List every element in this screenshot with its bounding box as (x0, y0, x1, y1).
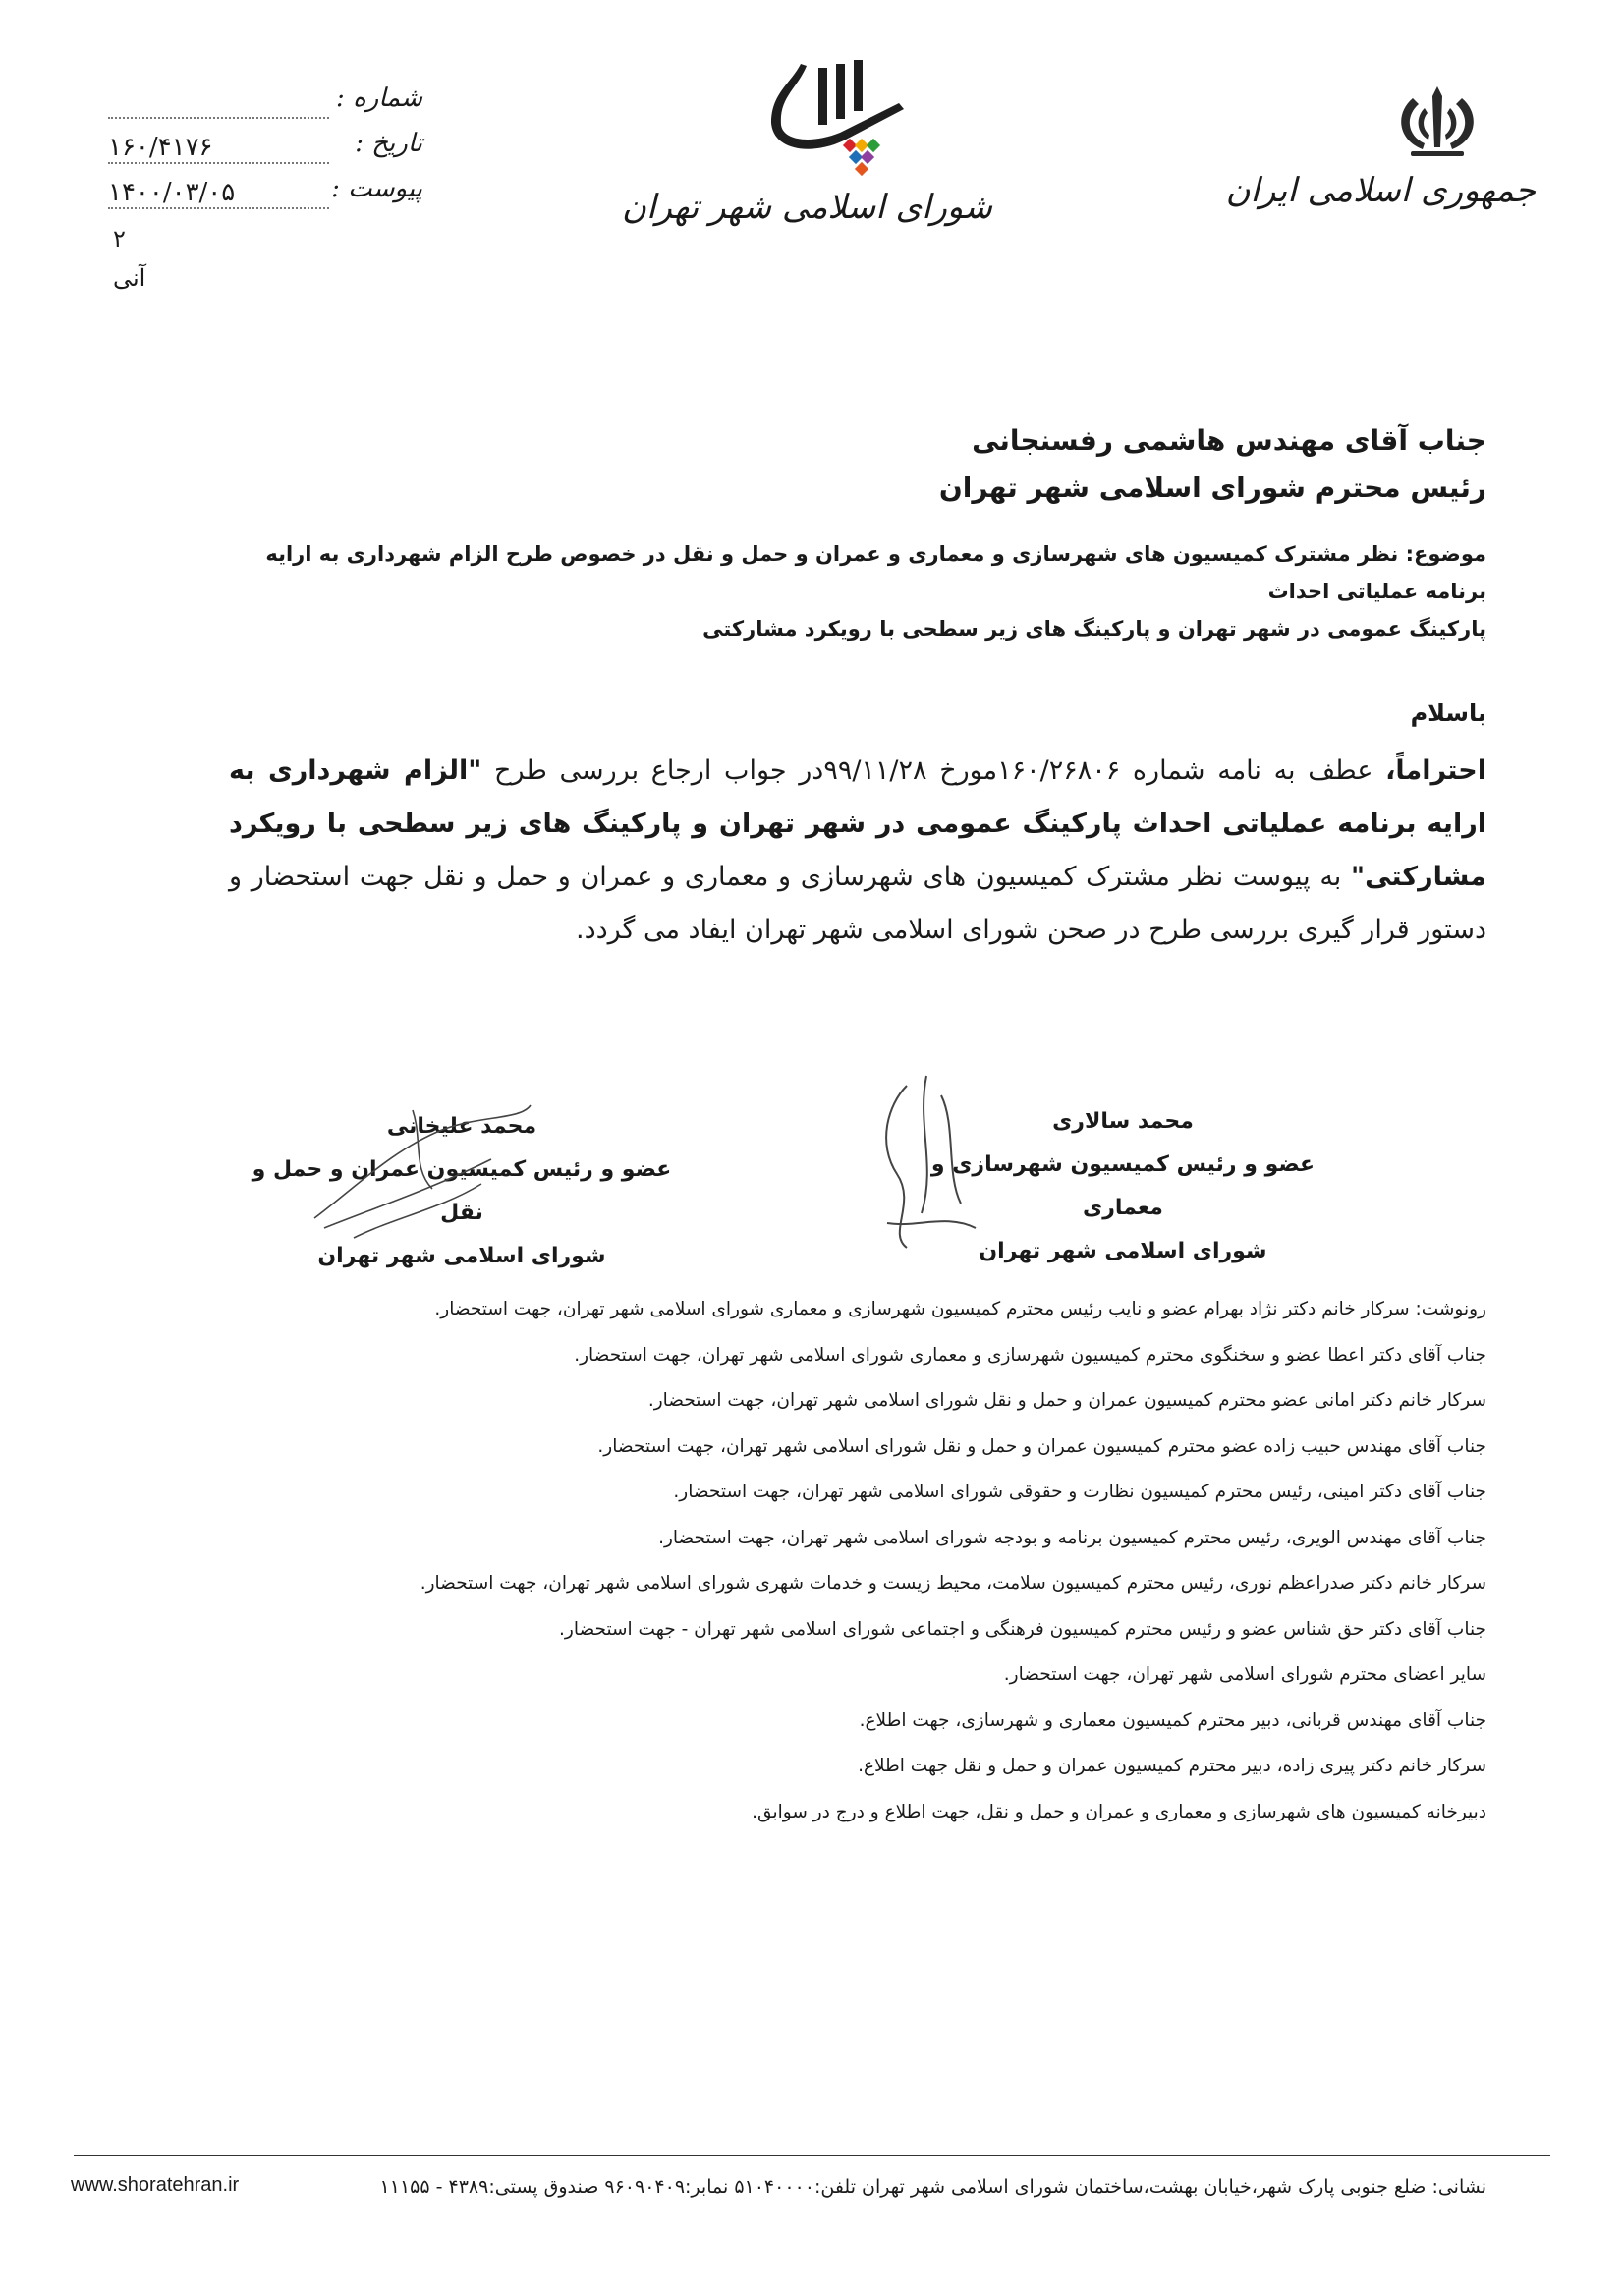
signer-title: عضو و رئیس کمیسیون شهرسازی و معماری (930, 1152, 1316, 1220)
date-dots (108, 162, 329, 164)
council-caption: شورای اسلامی شهر تهران (622, 188, 992, 227)
council-logo-icon (752, 54, 919, 182)
body-lead: احتراماً، (1385, 756, 1487, 786)
cc-item: سرکار خانم دکتر صدراعظم نوری، رئیس محترم کمیسیون سلامت، محیط زیست و خدمات شهری شورای اسلامی شهر تهران، جهت استحضار. (420, 1573, 1486, 1594)
number-row (98, 84, 422, 129)
cc-item: جناب آقای مهندس حبیب زاده عضو محترم کمیسیون عمران و حمل و نقل شورای اسلامی شهر تهران، جهت استحضار. (597, 1435, 1486, 1457)
meta-extra-1: ۲ (113, 225, 126, 252)
footer-address: نشانی: ضلع جنوبی پارک شهر،خیابان بهشت،ساختمان شورای اسلامی شهر تهران تلفن:۵۱۰۴۰۰۰۰ نمابر:۹۶۰۹۰۴۰۹ صندوق پستی:۴۳۸۹ - ۱۱۱۵۵ (379, 2176, 1486, 2198)
cc-item: سرکار خانم دکتر پیری زاده، دبیر محترم کمیسیون عمران و حمل و نقل جهت اطلاع. (858, 1756, 1486, 1776)
cc-item: دبیرخانه کمیسیون های شهرسازی و معماری و عمران و حمل و نقل، جهت اطلاع و درج در سوابق. (752, 1801, 1486, 1822)
cc-item: رونوشت: سرکار خانم دکتر نژاد بهرام عضو و نایب رئیس محترم کمیسیون شهرسازی و معماری شورای اسلامی شهر تهران، جهت استحضار. (434, 1299, 1486, 1319)
addressee-title: رئیس محترم شورای اسلامی شهر تهران (938, 472, 1486, 504)
signer-org: شورای اسلامی شهر تهران (317, 1244, 606, 1268)
greeting: باسلام (1410, 700, 1486, 727)
attachment-dots (108, 207, 329, 209)
number-dots (108, 117, 329, 119)
subject (239, 535, 1486, 647)
body-part-1: عطف به نامه شماره ۱۶۰/۲۶۸۰۶مورخ ۹۹/۱۱/۲۸در جواب ارجاع بررسی طرح (481, 756, 1386, 786)
subject-line-1: موضوع: نظر مشترک کمیسیون های شهرسازی و معماری و عمران و حمل و نقل در خصوص طرح الزام شهرداری به ارایه برنامه عملیاتی احداث (265, 542, 1486, 603)
signer-org: شورای اسلامی شهر تهران (979, 1239, 1267, 1263)
date-label: تاریخ : (355, 129, 422, 158)
signer-name: محمد سالاری (1052, 1109, 1194, 1134)
subject-line-2: پارکینگ عمومی در شهر تهران و پارکینگ های زیر سطحی با رویکرد مشارکتی (702, 617, 1486, 641)
iran-emblem (1225, 79, 1536, 210)
signature-block-alikhani (246, 1105, 678, 1278)
date-row (98, 129, 422, 174)
body-paragraph (229, 745, 1486, 957)
cc-item: سایر اعضای محترم شورای اسلامی شهر تهران، جهت استحضار. (1003, 1664, 1486, 1685)
cc-item: جناب آقای مهندس الویری، رئیس محترم کمیسیون برنامه و بودجه شورای اسلامی شهر تهران، جهت استحضار. (658, 1527, 1486, 1548)
attachment-value: ۱۴۰۰/۰۳/۰۵ (108, 178, 236, 207)
cc-item: جناب آقای مهندس قربانی، دبیر محترم کمیسیون معماری و شهرسازی، جهت اطلاع. (859, 1709, 1486, 1731)
signature-block-salari (917, 1100, 1329, 1273)
council-logo (622, 54, 992, 227)
emblem-caption: جمهوری اسلامی ایران (1225, 171, 1536, 210)
cc-item: جناب آقای دکتر حق شناس عضو و رئیس محترم کمیسیون فرهنگی و اجتماعی شورای اسلامی شهر تهران - جهت استحضار. (559, 1618, 1486, 1640)
cc-item: سرکار خانم دکتر امانی عضو محترم کمیسیون عمران و حمل و نقل شورای اسلامی شهر تهران، جهت استحضار. (647, 1390, 1486, 1411)
number-label: شماره : (336, 84, 422, 113)
cc-item: جناب آقای دکتر اعطا عضو و سخنگوی محترم کمیسیون شهرسازی و معماری شورای اسلامی شهر تهران، جهت استحضار. (574, 1344, 1486, 1366)
iran-emblem-icon (1383, 79, 1491, 167)
footer-divider (74, 2155, 1550, 2156)
body-part-2: به پیوست نظر مشترک کمیسیون های شهرسازی و معماری و عمران و حمل و نقل جهت استحضار و دستور قرار گیری بررسی طرح در صحن شورای اسلامی شهر تهران ایفاد می گردد. (229, 862, 1486, 945)
footer-website[interactable]: www.shoratehran.ir (71, 2174, 240, 2196)
attachment-label: پیوست : (331, 174, 422, 203)
addressee (504, 418, 1486, 512)
cc-list (170, 1287, 1486, 1835)
letter-meta (98, 84, 422, 298)
meta-extra-2: آنی (113, 264, 146, 292)
addressee-name: جناب آقای مهندس هاشمی رفسنجانی (972, 424, 1486, 457)
body-plan-title: "الزام شهرداری به ارایه برنامه عملیاتی احداث پارکینگ عمومی در شهر تهران و پارکینگ های زیر سطحی با رویکرد مشارکتی" (229, 756, 1486, 892)
signer-name: محمد علیخانی (386, 1114, 537, 1139)
attachment-row (98, 174, 422, 219)
cc-item: جناب آقای دکتر امینی، رئیس محترم کمیسیون نظارت و حقوقی شورای اسلامی شهر تهران، جهت استحضار. (673, 1482, 1486, 1502)
signer-title: عضو و رئیس کمیسیون عمران و حمل و نقل (252, 1157, 672, 1225)
date-value: ۱۶۰/۴۱۷۶ (108, 133, 213, 162)
